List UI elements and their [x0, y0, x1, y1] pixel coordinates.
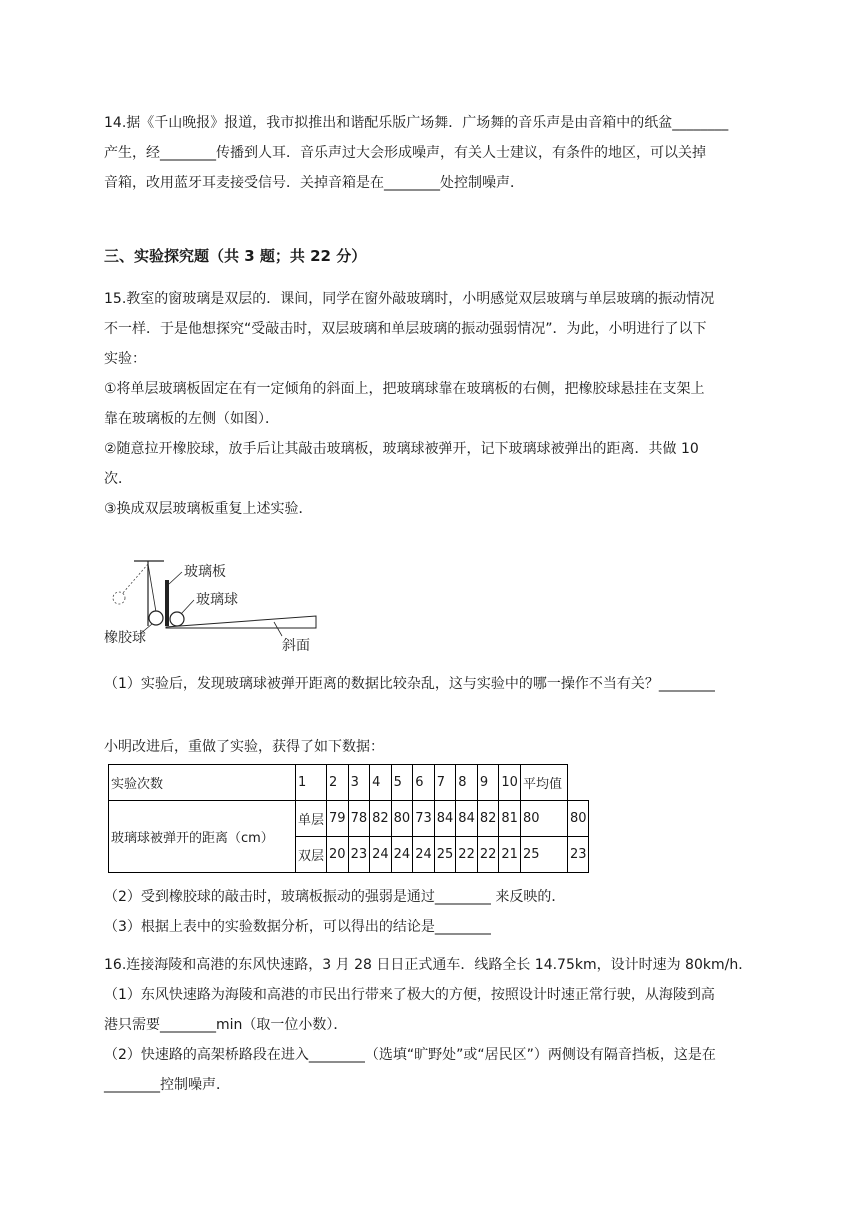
q14-line-3: 音箱，改用蓝牙耳麦接受信号．关掉音箱是在________处控制噪声． — [104, 175, 524, 191]
double-value: 21 — [499, 837, 521, 873]
q15-intro-2: 不一样．于是他想探究“受敲击时，双层玻璃和单层玻璃的振动强弱情况”．为此，小明进行了以下 — [104, 321, 707, 337]
single-avg: 80 — [567, 801, 589, 837]
slope-shape — [166, 616, 316, 628]
trial-10: 10 — [499, 765, 521, 801]
double-value: 20 — [327, 837, 349, 873]
q15-step-3: ③换成双层玻璃板重复上述实验． — [104, 501, 313, 517]
q16-sub-2b: ________控制噪声． — [104, 1077, 230, 1093]
trial-4: 4 — [370, 765, 392, 801]
trial-2: 2 — [327, 765, 349, 801]
label-slope: 斜面 — [282, 638, 310, 654]
single-value: 81 — [499, 801, 521, 837]
trial-1: 1 — [296, 765, 327, 801]
q15-step-2b: 次． — [104, 471, 132, 487]
avg-label: 平均值 — [520, 765, 567, 801]
trial-5: 5 — [391, 765, 413, 801]
section-title: 三、实验探究题（共 3 题；共 22 分） — [104, 247, 367, 265]
double-value: 22 — [477, 837, 499, 873]
experiment-figure — [104, 556, 334, 656]
label-glass-plate: 玻璃板 — [184, 564, 226, 580]
double-value: 22 — [456, 837, 478, 873]
single-value: 79 — [327, 801, 349, 837]
trial-8: 8 — [456, 765, 478, 801]
single-value: 82 — [370, 801, 392, 837]
q14-line-1: 14.据《千山晚报》报道，我市拟推出和谐配乐版广场舞．广场舞的音乐声是由音箱中的纸盆________ — [104, 115, 729, 131]
trial-6: 6 — [413, 765, 435, 801]
q15-intro-3: 实验： — [104, 351, 146, 367]
single-value: 82 — [477, 801, 499, 837]
double-value: 24 — [370, 837, 392, 873]
single-value: 80 — [391, 801, 413, 837]
single-value: 78 — [348, 801, 370, 837]
q15-improve — [104, 732, 760, 762]
q16-sub-2a: （2）快速路的高架桥路段在进入________（选填“旷野处”或“居民区”）两侧设有隔音挡板，这是在 — [104, 1047, 716, 1063]
trial-9: 9 — [477, 765, 499, 801]
label-rubber-ball: 橡胶球 — [104, 630, 146, 646]
q15-sub-2-text: （2）受到橡胶球的敲击时，玻璃板振动的强弱是通过________ 来反映的． — [104, 889, 566, 905]
double-value: 23 — [348, 837, 370, 873]
double-label: 双层 — [296, 837, 327, 873]
glass-plate-shape — [165, 580, 169, 626]
q15-step-2a: ②随意拉开橡胶球，放手后让其敲击玻璃板，玻璃球被弹开，记下玻璃球被弹出的距离．共做 10 — [104, 441, 699, 457]
q16-line-1: 16.连接海陵和高港的东风快速路，3 月 28 日日正式通车．线路全长 14.75km，设计时速为 80km/h． — [104, 957, 753, 973]
q16-sub-1a: （1）东风快速路为海陵和高港的市民出行带来了极大的方便，按照设计时速正常行驶，从海陵到高 — [104, 987, 715, 1003]
q15-sub-1-text: （1）实验后，发现玻璃球被弹开距离的数据比较杂乱，这与实验中的哪一操作不当有关？________ — [104, 676, 715, 692]
section-3-heading — [104, 241, 760, 271]
q15-improve-text: 小明改进后，重做了实验，获得了如下数据： — [104, 739, 384, 755]
double-value: 25 — [434, 837, 456, 873]
single-value: 73 — [413, 801, 435, 837]
question-14 — [104, 108, 760, 198]
question-15 — [104, 284, 760, 524]
single-value: 84 — [434, 801, 456, 837]
glass-ball-shape — [170, 612, 184, 626]
q15-step-1a: ①将单层玻璃板固定在有一定倾角的斜面上，把玻璃球靠在玻璃板的右侧，把橡胶球悬挂在支架上 — [104, 381, 705, 397]
double-avg: 23 — [567, 837, 589, 873]
double-value: 25 — [520, 837, 567, 873]
double-value: 24 — [413, 837, 435, 873]
header-label: 实验次数 — [109, 765, 296, 801]
q15-sub-1 — [104, 669, 760, 699]
row-label: 玻璃球被弹开的距离（cm） — [109, 801, 296, 873]
question-16 — [104, 950, 760, 1100]
data-table — [108, 764, 589, 873]
rubber-ball-shape — [149, 611, 163, 625]
single-label: 单层 — [296, 801, 327, 837]
q15-intro-1: 15.教室的窗玻璃是双层的．课间，同学在窗外敲玻璃时，小明感觉双层玻璃与单层玻璃的振动情况 — [104, 291, 715, 307]
q14-line-2: 产生，经________传播到人耳．音乐声过大会形成噪声，有关人士建议，有条件的地区，可以关掉 — [104, 145, 706, 161]
double-value: 24 — [391, 837, 413, 873]
q15-sub-2-3 — [104, 882, 760, 942]
table-row-single — [109, 801, 589, 837]
q16-sub-1b: 港只需要________min（取一位小数）． — [104, 1017, 348, 1033]
q15-sub-3-text: （3）根据上表中的实验数据分析，可以得出的结论是________ — [104, 919, 491, 935]
trial-7: 7 — [434, 765, 456, 801]
trial-3: 3 — [348, 765, 370, 801]
single-value: 80 — [520, 801, 567, 837]
q15-step-1b: 靠在玻璃板的左侧（如图）． — [104, 411, 279, 427]
single-value: 84 — [456, 801, 478, 837]
table-header-row — [109, 765, 589, 801]
label-glass-ball: 玻璃球 — [196, 592, 238, 608]
